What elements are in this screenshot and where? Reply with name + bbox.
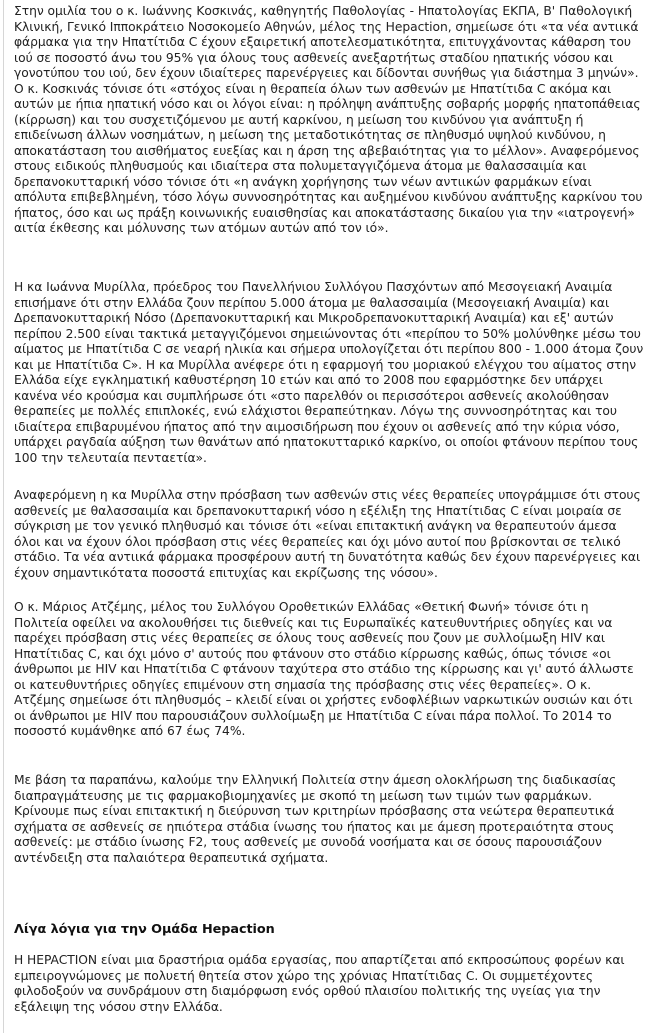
paragraph-koskinas: Στην ομιλία του ο κ. Ιωάννης Κοσκινάς, καθηγητής Παθολογίας - Ηπατολογίας ΕΚΠΑ, Β' Παθολογική Κλινική, Γενικό Ιπποκράτειο Νοσοκομείο Αθηνών, μέλος της Hepaction, σημείωσε ότι «τα νέα αντιικά φάρμακα για την Ηπατίτιδα C έχουν εξαιρετική αποτελεσματικότητα, επιτυγχάνοντας κάθαρση του ιού σε ποσοστό άνω του 95% για όλους τους ασθενείς ανεξαρτήτως σταδίου ηπατικής νόσου και γονοτύπου του ιού, δεν έχουν ιδιαίτερες παρενέργειες και δίδονται συνήθως για διάστημα 3 μηνών». Ο κ. Κοσκινάς τόνισε ότι «στόχος είναι η θεραπεία όλων των ασθενών με Ηπατίτιδα C ακόμα και αυτών με ήπια ηπατική νόσο και οι λόγοι είναι: η πρόληψη ανάπτυξης σοβαρής μορφής ηπατοπάθειας (κίρρωση) και του συσχετιζόμενου με αυτή καρκίνου, η μείωση του κινδύνου για ανάπτυξη ή επιδείνωση άλλων νοσημάτων, η μείωση της μεταδοτικότητας σε πληθυσμό υψηλού κινδύνου, η αποκατάσταση του αισθήματος ευεξίας και η άρση της αβεβαιότητας για το μέλλον». Αναφερόμενος στους ειδικούς πληθυσμούς και ιδιαίτερα στα πολυμεταγγιζόμενα άτομα με θαλασσαιμία και δρεπανοκυτταρική νόσο τόνισε ότι «η ανάγκη χορήγησης των νέων αντιικών φαρμάκων είναι απόλυτα επιβεβλημένη, τόσο λόγω συννοσηρότητας και αυξημένου κινδύνου ανάπτυξης καρκίνου του ήπατος, όσο και ως πράξη κοινωνικής ευαισθησίας και αποκατάστασης δικαίου για την «ιατρογενή» αιτία έκθεσης και μόλυνσης των ατόμων αυτών από τον ιό». [14,4,643,235]
about-heading: Λίγα λόγια για την Ομάδα Hepaction [14,922,275,937]
paragraph-myrilla-intro: Η κα Ιωάννα Μυρίλλα, πρόεδρος του Πανελλήνιου Συλλόγου Πασχόντων από Μεσογειακή Αναιμία επισήμανε ότι στην Ελλάδα ζουν περίπου 5.000 άτομα με θαλασσαιμία (Μεσογειακή Αναιμία) και Δρεπανοκυτταρική Νόσο (Δρεπανοκυτταρική και Μικροδρεπανοκυτταρική Αναιμία) και εξ' αυτών περίπου 2.500 είναι τακτικά μεταγγιζόμενοι σημειώνοντας ότι «περίπου το 50% μολύνθηκε μέσω του αίματος με Ηπατίτιδα C σε νεαρή ηλικία και σήμερα υπολογίζεται ότι περίπου 800 - 1.000 άτομα ζουν και με Ηπατίτιδα C». Η κα Μυρίλλα ανέφερε ότι η εφαρμογή του μοριακού ελέγχου του αίματος στην Ελλάδα είχε εγκληματική καθυστέρηση 10 ετών και από το 2008 που εφαρμόστηκε δεν υπάρχει κανένα νέο κρούσμα και συμπλήρωσε ότι «στο παρελθόν οι περισσότεροι ασθενείς ακολούθησαν θεραπείες με πολλές επιπλοκές, ενώ ελάχιστοι θεραπεύτηκαν. Λόγω της συννοσηρότητας και του ιδιαίτερα επιβαρυμένου ήπατος από την αιμοσιδήρωση που έχουν οι ασθενείς από την κύρια νόσο, υπάρχει ραγδαία αύξηση των θανάτων από ηπατοκυτταρικό καρκίνο, οι οποίοι φτάνουν περίπου τους 100 την τελευταία πενταετία». [14,280,644,465]
paragraph-call-to-state: Με βάση τα παραπάνω, καλούμε την Ελληνική Πολιτεία στην άμεση ολοκλήρωση της διαδικασίας διαπραγμάτευσης με τις φαρμακοβιομηχανίες με σκοπό τη μείωση των τιμών των φαρμάκων. Κρίνουμε πως είναι επιτακτική η διεύρυνση των κριτηρίων πρόσβασης στα νεώτερα θεραπευτικά σχήματα σε ασθενείς σε ηπιότερα στάδια ίνωσης του ήπατος και με άμεση προτεραιότητα στους ασθενείς: με στάδιο ίνωσης F2, τους ασθενείς με συνοδά νοσήματα και σε όσους παρουσιάζουν αντένδειξη στα παλαιότερα θεραπευτικά σχήματα. [14,773,617,865]
left-border-line [3,0,4,1033]
article-body [14,4,646,1014]
paragraph-myrilla-access: Αναφερόμενη η κα Μυρίλλα στην πρόσβαση των ασθενών στις νέες θεραπείες υπογράμμισε ότι στους ασθενείς με θαλασσαιμία και δρεπανοκυτταρική νόσο η εξέλιξη της Ηπατίτιδας C είναι μοιραία σε σύγκριση με τον γενικό πληθυσμό και τόνισε ότι «είναι επιτακτική ανάγκη να θεραπευτούν άμεσα όλοι και να έχουν όλοι πρόσβαση στις νέες θεραπείες και όχι μόνο αυτοί που βρίσκονται σε τελικό στάδιο. Τα νέα αντιικά φάρμακα προσφέρουν αυτή τη δυνατότητα καθώς δεν έχουν παρενέργειες και έχουν σημαντικότατα ποσοστά επιτυχίας και εκρίζωσης της νόσου». [14,488,641,580]
paragraph-about-hepaction: Η HEPACTION είναι μια δραστήρια ομάδα εργασίας, που απαρτίζεται από εκπροσώπους φορέων και εμπειρογνώμονες με πολυετή θητεία στον χώρο της χρόνιας Ηπατίτιδας C. Οι συμμετέχοντες φιλοδοξούν να συνδράμουν στη διαμόρφωση ενός ορθού πλαισίου πολιτικής της υγείας για την εξάλειψη της νόσου στην Ελλάδα. [14,953,625,1014]
paragraph-atzemis: Ο κ. Μάριος Ατζέμης, μέλος του Συλλόγου Οροθετικών Ελλάδας «Θετική Φωνή» τόνισε ότι η Πολιτεία οφείλει να ακολουθήσει τις διεθνείς και τις Ευρωπαϊκές κατευθυντήριες οδηγίες και να παρέχει πρόσβαση στις νέες θεραπείες σε όλους τους ασθενείς που ζουν με συλλοίμωξη HIV και Ηπατίτιδας C, και όχι μόνο σ' αυτούς που φτάνουν στο στάδιο κίρρωσης καθώς, όπως τόνισε «οι άνθρωποι με HIV και Ηπατίτιδα C φτάνουν ταχύτερα στο στάδιο της κίρρωσης και γι' αυτό άλλωστε οι κατευθυντήριες οδηγίες επιμένουν στη σημασία της πρόσβασης στις νέες θεραπείες». Ο κ. Ατζέμης σημείωσε ότι πληθυσμός – κλειδί είναι οι χρήστες ενδοφλέβιων ναρκωτικών ουσιών και ότι οι άνθρωποι με HIV που παρουσιάζουν συλλοίμωξη με Ηπατίτιδα C είναι πάρα πολλοί. Το 2014 το ποσοστό κυμάνθηκε από 67 έως 74%. [14,600,634,738]
